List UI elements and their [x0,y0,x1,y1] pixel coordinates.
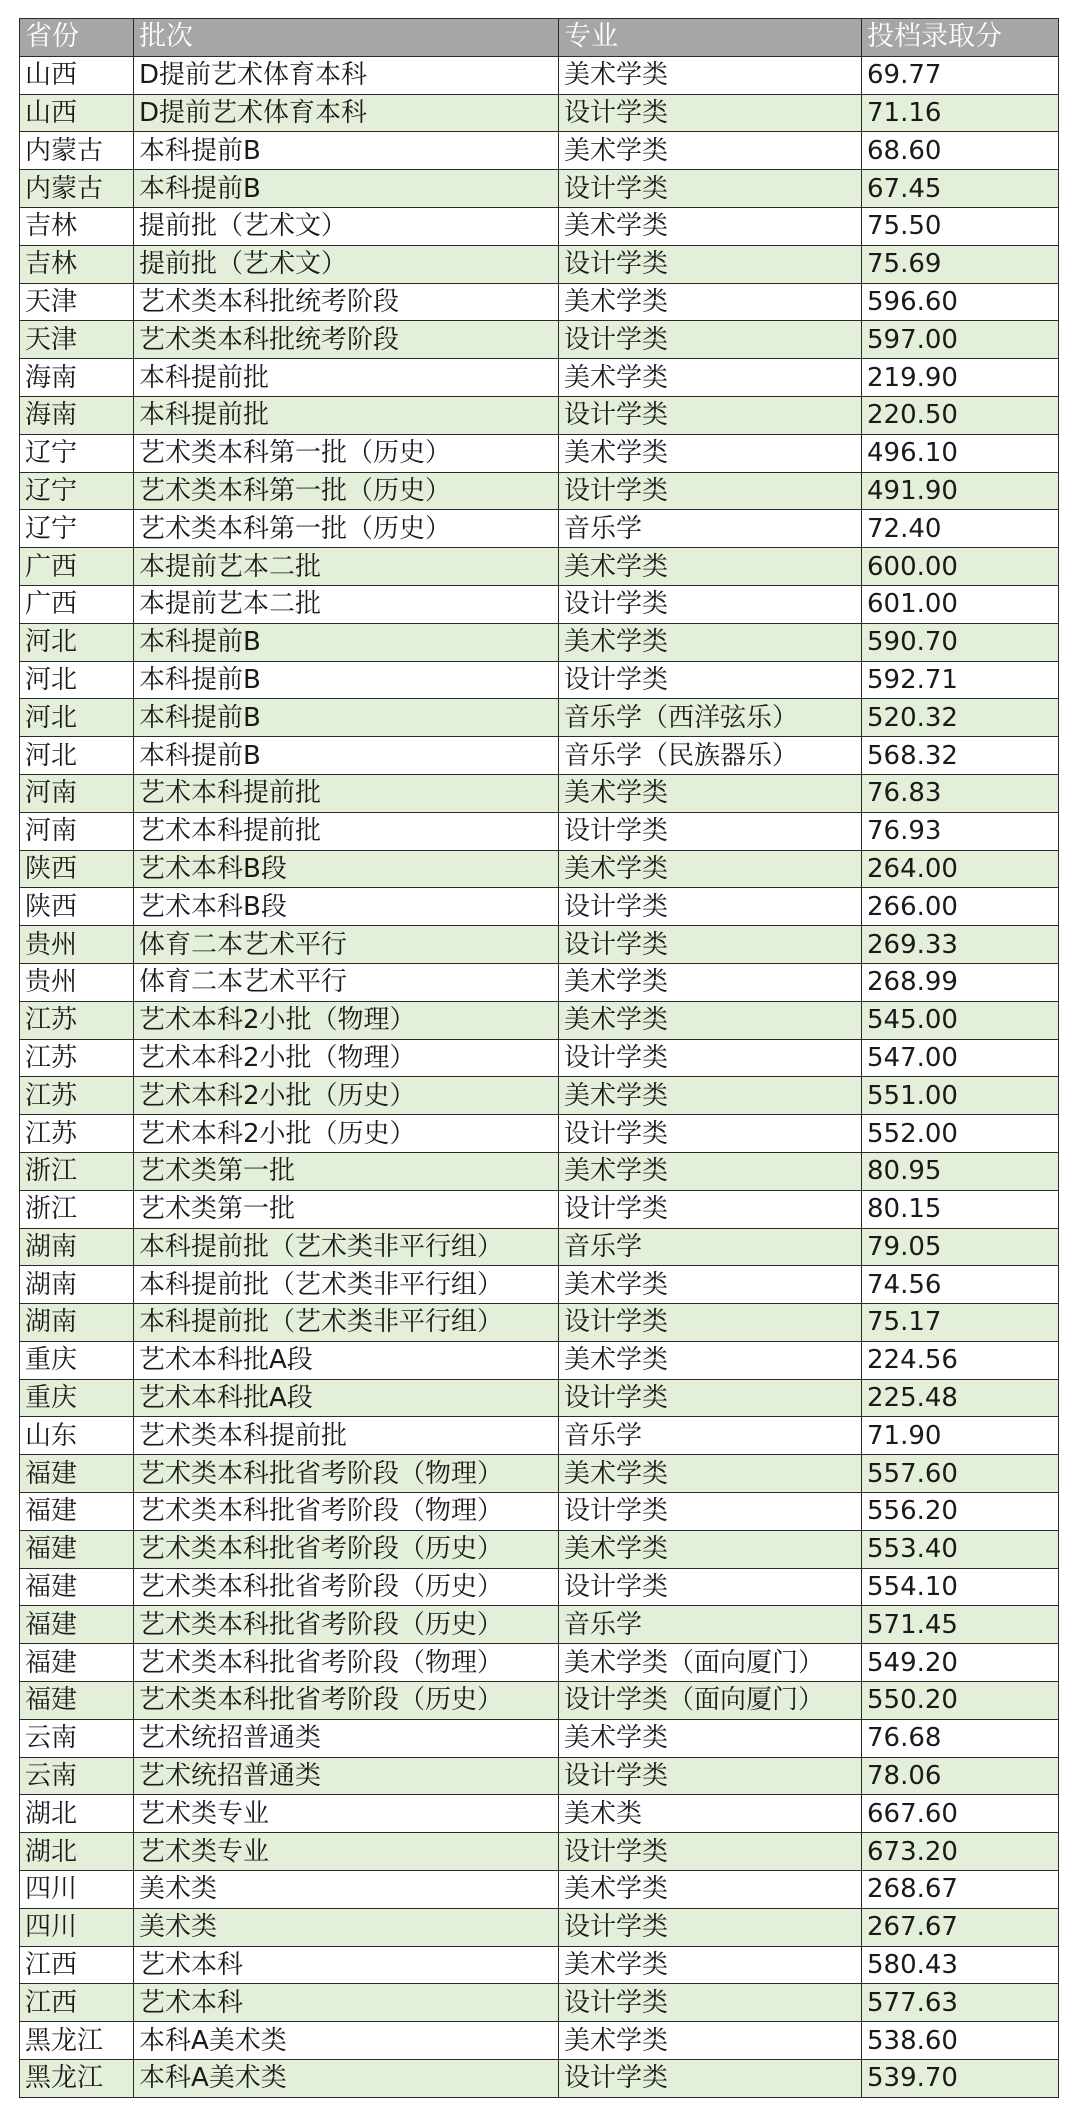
cell-major: 设计学类 [559,1304,862,1342]
table-row [20,1304,1059,1342]
cell-major: 音乐学 [559,510,862,548]
cell-province: 江西 [20,1984,134,2022]
cell-province: 福建 [20,1568,134,1606]
cell-batch: 艺术本科B段 [134,888,559,926]
cell-score: 590.70 [862,623,1059,661]
cell-province: 山西 [20,56,134,94]
cell-major: 美术学类 [559,850,862,888]
cell-batch: 艺术类专业 [134,1795,559,1833]
cell-major: 设计学类 [559,94,862,132]
cell-province: 内蒙古 [20,132,134,170]
cell-score: 80.15 [862,1190,1059,1228]
cell-province: 河南 [20,774,134,812]
cell-batch: 艺术类本科批省考阶段（物理） [134,1644,559,1682]
cell-batch: 艺术统招普通类 [134,1719,559,1757]
table-row [20,926,1059,964]
table-row [20,548,1059,586]
cell-score: 496.10 [862,434,1059,472]
table-row [20,1228,1059,1266]
cell-major: 美术学类 [559,1266,862,1304]
cell-batch: 艺术类专业 [134,1833,559,1871]
cell-batch: 艺术类本科批省考阶段（物理） [134,1493,559,1531]
cell-major: 美术类 [559,1795,862,1833]
cell-major: 设计学类 [559,245,862,283]
table-row [20,963,1059,1001]
cell-batch: 艺术本科2小批（历史） [134,1077,559,1115]
table-row [20,56,1059,94]
cell-score: 673.20 [862,1833,1059,1871]
cell-score: 491.90 [862,472,1059,510]
table-row [20,1568,1059,1606]
table-row [20,1606,1059,1644]
cell-score: 552.00 [862,1115,1059,1153]
table-row [20,1946,1059,1984]
cell-score: 219.90 [862,359,1059,397]
cell-score: 225.48 [862,1379,1059,1417]
table-row [20,1719,1059,1757]
table-row [20,396,1059,434]
table-row [20,1455,1059,1493]
cell-batch: 本科提前B [134,737,559,775]
cell-province: 海南 [20,396,134,434]
table-row [20,132,1059,170]
cell-score: 538.60 [862,2022,1059,2060]
cell-batch: 艺术类第一批 [134,1190,559,1228]
table-row [20,1984,1059,2022]
cell-score: 67.45 [862,170,1059,208]
cell-batch: 艺术类本科批省考阶段（物理） [134,1455,559,1493]
cell-major: 美术学类 [559,132,862,170]
cell-major: 设计学类 [559,926,862,964]
cell-major: 设计学类 [559,1984,862,2022]
cell-major: 设计学类 [559,661,862,699]
cell-score: 79.05 [862,1228,1059,1266]
cell-batch: 艺术类本科批统考阶段 [134,321,559,359]
cell-province: 福建 [20,1644,134,1682]
table-row [20,1001,1059,1039]
cell-score: 268.99 [862,963,1059,1001]
cell-batch: 艺术类本科提前批 [134,1417,559,1455]
cell-province: 福建 [20,1682,134,1720]
cell-score: 78.06 [862,1757,1059,1795]
table-row [20,1493,1059,1531]
cell-province: 辽宁 [20,434,134,472]
cell-major: 美术学类 [559,1530,862,1568]
cell-province: 浙江 [20,1152,134,1190]
cell-major: 美术学类 [559,1946,862,1984]
cell-province: 贵州 [20,926,134,964]
header-score: 投档录取分 [862,19,1059,57]
cell-batch: 艺术本科 [134,1984,559,2022]
table-row [20,1115,1059,1153]
table-row [20,359,1059,397]
cell-score: 72.40 [862,510,1059,548]
cell-batch: 艺术本科批A段 [134,1379,559,1417]
table-row [20,1682,1059,1720]
cell-score: 74.56 [862,1266,1059,1304]
cell-batch: 提前批（艺术文） [134,245,559,283]
cell-score: 69.77 [862,56,1059,94]
cell-province: 陕西 [20,850,134,888]
cell-province: 贵州 [20,963,134,1001]
cell-province: 湖南 [20,1266,134,1304]
cell-province: 重庆 [20,1341,134,1379]
table-row [20,888,1059,926]
table-row [20,1833,1059,1871]
cell-batch: 本科提前B [134,170,559,208]
cell-score: 556.20 [862,1493,1059,1531]
cell-major: 设计学类 [559,585,862,623]
table-row [20,661,1059,699]
cell-batch: 艺术本科2小批（历史） [134,1115,559,1153]
cell-score: 71.90 [862,1417,1059,1455]
cell-province: 湖南 [20,1304,134,1342]
cell-province: 天津 [20,321,134,359]
cell-province: 江西 [20,1946,134,1984]
table-row [20,1795,1059,1833]
cell-province: 湖北 [20,1833,134,1871]
table-row [20,2060,1059,2098]
cell-batch: 本科A美术类 [134,2022,559,2060]
cell-score: 580.43 [862,1946,1059,1984]
cell-major: 设计学类 [559,170,862,208]
cell-batch: 艺术本科提前批 [134,774,559,812]
cell-major: 美术学类 [559,1719,862,1757]
table-row [20,850,1059,888]
header-province: 省份 [20,19,134,57]
cell-province: 广西 [20,548,134,586]
header-row [20,19,1059,57]
cell-score: 76.93 [862,812,1059,850]
cell-major: 音乐学（西洋弦乐） [559,699,862,737]
table-row [20,283,1059,321]
cell-score: 547.00 [862,1039,1059,1077]
cell-score: 545.00 [862,1001,1059,1039]
cell-batch: 艺术本科 [134,1946,559,1984]
cell-province: 江苏 [20,1039,134,1077]
cell-major: 美术学类 [559,963,862,1001]
cell-score: 549.20 [862,1644,1059,1682]
cell-score: 268.67 [862,1871,1059,1909]
cell-province: 海南 [20,359,134,397]
cell-batch: 艺术类本科第一批（历史） [134,472,559,510]
cell-province: 湖南 [20,1228,134,1266]
cell-batch: 艺术类本科第一批（历史） [134,434,559,472]
cell-major: 美术学类 [559,56,862,94]
table-row [20,699,1059,737]
table-header [20,19,1059,57]
cell-major: 美术学类 [559,1341,862,1379]
cell-score: 75.50 [862,207,1059,245]
cell-province: 河北 [20,661,134,699]
cell-batch: 本科提前批（艺术类非平行组） [134,1266,559,1304]
cell-major: 美术学类 [559,1455,862,1493]
cell-batch: 艺术类第一批 [134,1152,559,1190]
cell-score: 75.17 [862,1304,1059,1342]
cell-province: 山东 [20,1417,134,1455]
cell-batch: 艺术本科B段 [134,850,559,888]
cell-province: 内蒙古 [20,170,134,208]
cell-province: 重庆 [20,1379,134,1417]
cell-province: 浙江 [20,1190,134,1228]
cell-batch: 本科提前批（艺术类非平行组） [134,1228,559,1266]
cell-major: 设计学类 [559,321,862,359]
table-row [20,1039,1059,1077]
cell-province: 河北 [20,737,134,775]
cell-batch: 本科A美术类 [134,2060,559,2098]
cell-score: 75.69 [862,245,1059,283]
cell-batch: 艺术类本科批省考阶段（历史） [134,1606,559,1644]
cell-major: 设计学类 [559,1115,862,1153]
table-row [20,1152,1059,1190]
cell-batch: 本科提前B [134,661,559,699]
table-row [20,812,1059,850]
table-row [20,585,1059,623]
cell-province: 四川 [20,1871,134,1909]
cell-major: 设计学类 [559,888,862,926]
cell-batch: 本科提前B [134,699,559,737]
cell-score: 596.60 [862,283,1059,321]
cell-major: 美术学类 [559,1001,862,1039]
cell-score: 224.56 [862,1341,1059,1379]
cell-score: 76.68 [862,1719,1059,1757]
cell-major: 设计学类 [559,1039,862,1077]
cell-major: 美术学类（面向厦门） [559,1644,862,1682]
cell-score: 68.60 [862,132,1059,170]
cell-major: 设计学类 [559,1190,862,1228]
cell-score: 267.67 [862,1908,1059,1946]
cell-major: 美术学类 [559,283,862,321]
cell-batch: 体育二本艺术平行 [134,926,559,964]
cell-province: 河南 [20,812,134,850]
cell-province: 天津 [20,283,134,321]
cell-province: 四川 [20,1908,134,1946]
cell-province: 云南 [20,1719,134,1757]
cell-province: 江苏 [20,1115,134,1153]
cell-score: 554.10 [862,1568,1059,1606]
table-row [20,1871,1059,1909]
table-row [20,510,1059,548]
cell-batch: 艺术本科提前批 [134,812,559,850]
cell-province: 江苏 [20,1001,134,1039]
cell-batch: 本提前艺本二批 [134,585,559,623]
table-row [20,1530,1059,1568]
cell-score: 76.83 [862,774,1059,812]
cell-batch: 艺术类本科批省考阶段（历史） [134,1682,559,1720]
cell-major: 设计学类 [559,1757,862,1795]
table-body [20,56,1059,2097]
cell-batch: 艺术本科批A段 [134,1341,559,1379]
cell-province: 云南 [20,1757,134,1795]
table-row [20,434,1059,472]
table-row [20,1077,1059,1115]
cell-batch: 艺术类本科批省考阶段（历史） [134,1530,559,1568]
header-batch: 批次 [134,19,559,57]
cell-province: 福建 [20,1455,134,1493]
cell-province: 江苏 [20,1077,134,1115]
cell-score: 520.32 [862,699,1059,737]
cell-major: 设计学类 [559,812,862,850]
header-major: 专业 [559,19,862,57]
table-row [20,94,1059,132]
cell-province: 广西 [20,585,134,623]
cell-major: 设计学类 [559,396,862,434]
cell-province: 福建 [20,1530,134,1568]
cell-score: 571.45 [862,1606,1059,1644]
table-row [20,623,1059,661]
cell-major: 设计学类 [559,1908,862,1946]
cell-batch: 艺术类本科批统考阶段 [134,283,559,321]
table-row [20,737,1059,775]
cell-major: 设计学类 [559,1379,862,1417]
cell-major: 设计学类 [559,1568,862,1606]
cell-major: 美术学类 [559,774,862,812]
cell-batch: 体育二本艺术平行 [134,963,559,1001]
table-row [20,207,1059,245]
cell-major: 设计学类 [559,472,862,510]
cell-major: 美术学类 [559,1077,862,1115]
cell-major: 音乐学（民族器乐） [559,737,862,775]
cell-batch: 本科提前B [134,623,559,661]
table-row [20,321,1059,359]
cell-score: 220.50 [862,396,1059,434]
cell-batch: 艺术本科2小批（物理） [134,1001,559,1039]
table-row [20,1341,1059,1379]
cell-major: 设计学类 [559,2060,862,2098]
cell-major: 美术学类 [559,2022,862,2060]
table-row [20,774,1059,812]
cell-major: 美术学类 [559,623,862,661]
cell-major: 美术学类 [559,548,862,586]
cell-batch: 提前批（艺术文） [134,207,559,245]
cell-batch: D提前艺术体育本科 [134,94,559,132]
table-row [20,472,1059,510]
cell-province: 湖北 [20,1795,134,1833]
cell-province: 河北 [20,699,134,737]
table-row [20,170,1059,208]
cell-score: 553.40 [862,1530,1059,1568]
table-row [20,1379,1059,1417]
table-row [20,1644,1059,1682]
cell-major: 音乐学 [559,1417,862,1455]
cell-score: 551.00 [862,1077,1059,1115]
cell-score: 557.60 [862,1455,1059,1493]
cell-score: 568.32 [862,737,1059,775]
cell-batch: D提前艺术体育本科 [134,56,559,94]
admission-score-table [19,18,1059,2098]
table-row [20,1266,1059,1304]
cell-batch: 本提前艺本二批 [134,548,559,586]
cell-major: 音乐学 [559,1228,862,1266]
cell-batch: 艺术统招普通类 [134,1757,559,1795]
cell-score: 266.00 [862,888,1059,926]
cell-batch: 本科提前批 [134,359,559,397]
cell-major: 设计学类（面向厦门） [559,1682,862,1720]
cell-score: 592.71 [862,661,1059,699]
cell-score: 71.16 [862,94,1059,132]
cell-province: 福建 [20,1606,134,1644]
cell-major: 设计学类 [559,1833,862,1871]
cell-province: 辽宁 [20,510,134,548]
cell-score: 667.60 [862,1795,1059,1833]
table-row [20,1757,1059,1795]
cell-score: 264.00 [862,850,1059,888]
cell-province: 辽宁 [20,472,134,510]
cell-major: 美术学类 [559,1152,862,1190]
cell-province: 陕西 [20,888,134,926]
cell-major: 美术学类 [559,1871,862,1909]
cell-score: 269.33 [862,926,1059,964]
cell-batch: 美术类 [134,1908,559,1946]
table-row [20,1417,1059,1455]
cell-major: 音乐学 [559,1606,862,1644]
cell-province: 河北 [20,623,134,661]
cell-score: 600.00 [862,548,1059,586]
cell-province: 黑龙江 [20,2022,134,2060]
table-row [20,245,1059,283]
cell-score: 597.00 [862,321,1059,359]
cell-major: 设计学类 [559,1493,862,1531]
cell-batch: 艺术类本科批省考阶段（历史） [134,1568,559,1606]
cell-score: 601.00 [862,585,1059,623]
cell-score: 80.95 [862,1152,1059,1190]
cell-score: 539.70 [862,2060,1059,2098]
cell-batch: 本科提前B [134,132,559,170]
cell-score: 577.63 [862,1984,1059,2022]
cell-major: 美术学类 [559,359,862,397]
cell-batch: 本科提前批（艺术类非平行组） [134,1304,559,1342]
table-row [20,2022,1059,2060]
table-row [20,1908,1059,1946]
cell-major: 美术学类 [559,434,862,472]
cell-province: 吉林 [20,245,134,283]
cell-batch: 美术类 [134,1871,559,1909]
cell-batch: 本科提前批 [134,396,559,434]
cell-score: 550.20 [862,1682,1059,1720]
cell-batch: 艺术本科2小批（物理） [134,1039,559,1077]
cell-major: 美术学类 [559,207,862,245]
cell-province: 山西 [20,94,134,132]
cell-province: 黑龙江 [20,2060,134,2098]
cell-province: 福建 [20,1493,134,1531]
table-row [20,1190,1059,1228]
cell-batch: 艺术类本科第一批（历史） [134,510,559,548]
cell-province: 吉林 [20,207,134,245]
